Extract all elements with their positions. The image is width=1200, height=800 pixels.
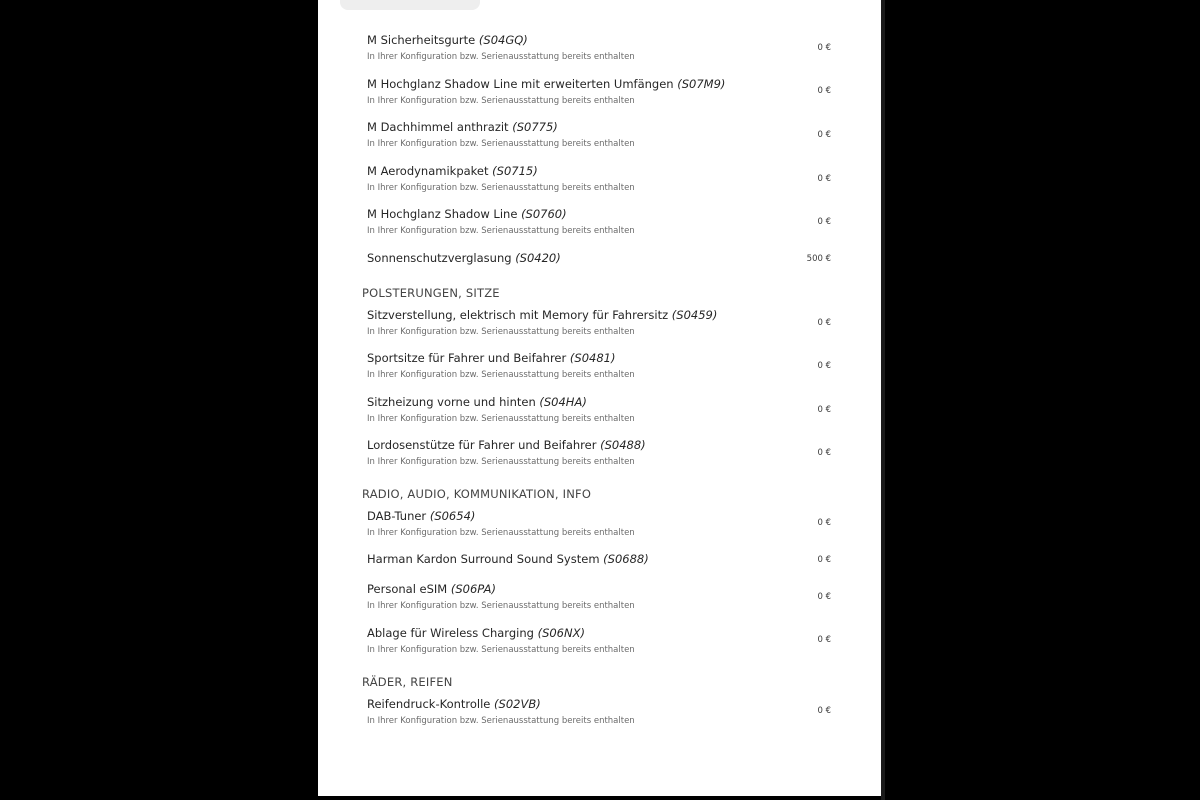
item-price: 500 €	[806, 254, 831, 264]
list-item	[367, 77, 837, 107]
list-item	[367, 207, 837, 237]
item-title: Sitzheizung vorne und hinten (S04HA)	[367, 395, 587, 409]
item-note: In Ihrer Konfiguration bzw. Serienausstattung bereits enthalten	[367, 52, 635, 62]
item-note: In Ihrer Konfiguration bzw. Serienausstattung bereits enthalten	[367, 96, 635, 106]
list-item	[367, 509, 837, 539]
list-item	[367, 164, 837, 194]
item-title: Lordosenstütze für Fahrer und Beifahrer (S0488)	[367, 438, 646, 452]
configuration-summary-panel	[318, 0, 881, 796]
scrollbar-track[interactable]	[881, 0, 885, 800]
item-price: 0 €	[817, 555, 831, 565]
item-note: In Ihrer Konfiguration bzw. Serienausstattung bereits enthalten	[367, 226, 635, 236]
list-item	[367, 308, 837, 338]
item-price: 0 €	[817, 86, 831, 96]
item-price: 0 €	[817, 174, 831, 184]
item-note: In Ihrer Konfiguration bzw. Serienausstattung bereits enthalten	[367, 645, 635, 655]
section-heading-polsterungen: POLSTERUNGEN, SITZE	[362, 286, 500, 300]
item-price: 0 €	[817, 361, 831, 371]
item-price: 0 €	[817, 130, 831, 140]
item-price: 0 €	[817, 635, 831, 645]
item-note: In Ihrer Konfiguration bzw. Serienausstattung bereits enthalten	[367, 139, 635, 149]
item-title: Sportsitze für Fahrer und Beifahrer (S0481)	[367, 351, 616, 365]
top-tab[interactable]	[340, 0, 480, 10]
list-item	[367, 351, 837, 381]
item-price: 0 €	[817, 592, 831, 602]
item-note: In Ihrer Konfiguration bzw. Serienausstattung bereits enthalten	[367, 414, 635, 424]
item-note: In Ihrer Konfiguration bzw. Serienausstattung bereits enthalten	[367, 528, 635, 538]
item-title: M Hochglanz Shadow Line mit erweiterten Umfängen (S07M9)	[367, 77, 726, 91]
list-item	[367, 251, 837, 265]
item-price: 0 €	[817, 217, 831, 227]
section-heading-raeder: RÄDER, REIFEN	[362, 675, 453, 689]
item-price: 0 €	[817, 448, 831, 458]
list-item	[367, 395, 837, 425]
item-price: 0 €	[817, 518, 831, 528]
list-item	[367, 33, 837, 63]
item-price: 0 €	[817, 706, 831, 716]
item-title: Personal eSIM (S06PA)	[367, 582, 497, 596]
item-title: Reifendruck-Kontrolle (S02VB)	[367, 697, 541, 711]
item-note: In Ihrer Konfiguration bzw. Serienausstattung bereits enthalten	[367, 601, 635, 611]
list-item	[367, 438, 837, 468]
item-note: In Ihrer Konfiguration bzw. Serienausstattung bereits enthalten	[367, 183, 635, 193]
list-item	[367, 582, 837, 612]
item-title: M Aerodynamikpaket (S0715)	[367, 164, 538, 178]
item-title: Harman Kardon Surround Sound System (S0688)	[367, 552, 649, 566]
item-note: In Ihrer Konfiguration bzw. Serienausstattung bereits enthalten	[367, 327, 635, 337]
item-title: DAB-Tuner (S0654)	[367, 509, 476, 523]
item-title: Sonnenschutzverglasung (S0420)	[367, 251, 561, 265]
item-title: Sitzverstellung, elektrisch mit Memory für Fahrersitz (S0459)	[367, 308, 718, 322]
item-title: Ablage für Wireless Charging (S06NX)	[367, 626, 585, 640]
section-heading-radio: RADIO, AUDIO, KOMMUNIKATION, INFO	[362, 487, 592, 501]
item-price: 0 €	[817, 43, 831, 53]
list-item	[367, 552, 837, 566]
item-price: 0 €	[817, 405, 831, 415]
item-note: In Ihrer Konfiguration bzw. Serienausstattung bereits enthalten	[367, 457, 635, 467]
item-title: M Hochglanz Shadow Line (S0760)	[367, 207, 567, 221]
list-item	[367, 120, 837, 150]
item-price: 0 €	[817, 318, 831, 328]
list-item	[367, 626, 837, 656]
list-item	[367, 697, 837, 727]
item-note: In Ihrer Konfiguration bzw. Serienausstattung bereits enthalten	[367, 716, 635, 726]
item-title: M Dachhimmel anthrazit (S0775)	[367, 120, 558, 134]
item-note: In Ihrer Konfiguration bzw. Serienausstattung bereits enthalten	[367, 370, 635, 380]
item-title: M Sicherheitsgurte (S04GQ)	[367, 33, 528, 47]
